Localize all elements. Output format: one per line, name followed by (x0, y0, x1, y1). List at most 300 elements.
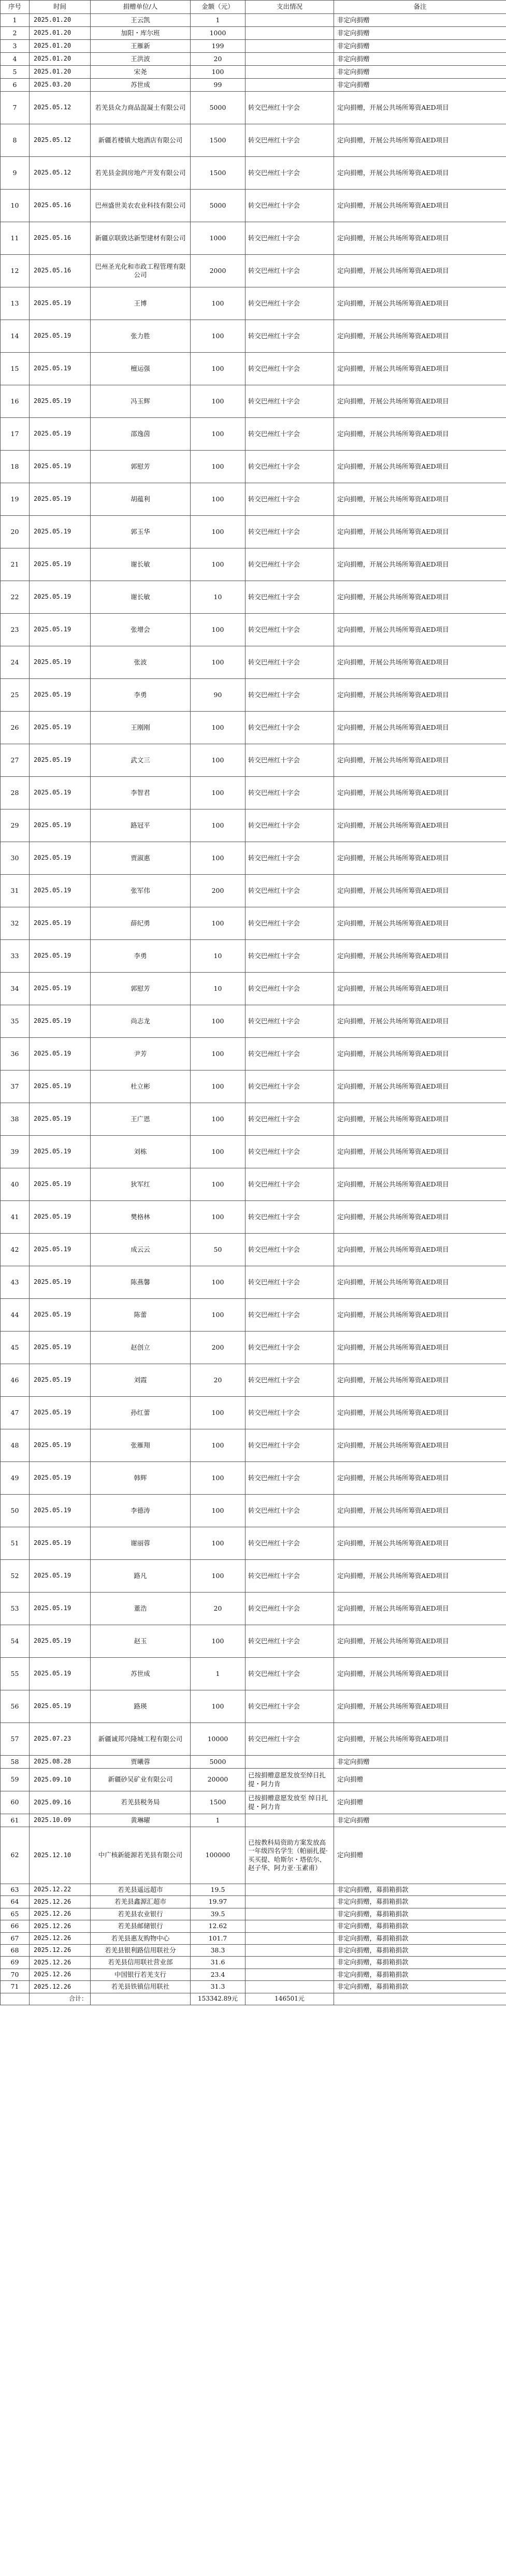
row-expense: 转交巴州红十字会 (245, 483, 334, 516)
row-date: 2025.05.19 (30, 777, 91, 809)
row-amount: 100 (191, 418, 245, 451)
row-expense: 转交巴州红十字会 (245, 1005, 334, 1038)
row-donor: 贾曦蓉 (91, 1756, 191, 1769)
row-date: 2025.05.19 (30, 940, 91, 973)
row-expense: 转交巴州红十字会 (245, 1723, 334, 1756)
row-donor: 赵创立 (91, 1332, 191, 1364)
row-no: 7 (1, 92, 30, 124)
row-no: 55 (1, 1658, 30, 1690)
row-note: 定向捐赠，开展公共场所筹资AED项目 (334, 712, 506, 744)
row-amount: 100 (191, 614, 245, 646)
table-row (1, 1769, 506, 1791)
row-date: 2025.05.16 (30, 222, 91, 255)
row-donor: 谢长敏 (91, 548, 191, 581)
row-amount: 100 (191, 744, 245, 777)
table-row (1, 842, 506, 875)
row-date: 2025.12.26 (30, 1896, 91, 1908)
table-row (1, 1791, 506, 1814)
row-no: 16 (1, 385, 30, 418)
row-expense (245, 1814, 334, 1827)
row-expense (245, 27, 334, 40)
row-donor: 中国银行若羌支行 (91, 1969, 191, 1980)
row-expense (245, 1932, 334, 1944)
row-expense (245, 1896, 334, 1908)
header-date: 时间 (30, 1, 91, 14)
row-note: 非定向捐赠 (334, 79, 506, 92)
table-row (1, 27, 506, 40)
row-date: 2025.05.19 (30, 679, 91, 712)
row-expense (245, 1944, 334, 1956)
row-note: 定向捐赠，开展公共场所筹资AED项目 (334, 1723, 506, 1756)
row-no: 32 (1, 907, 30, 940)
row-donor: 黄琳曜 (91, 1814, 191, 1827)
row-amount: 100 (191, 1397, 245, 1429)
header-donor: 捐赠单位/人 (91, 1, 191, 14)
row-amount: 199 (191, 40, 245, 53)
row-donor: 若羌县金润房地产开发有限公司 (91, 157, 191, 190)
row-expense (245, 1884, 334, 1896)
row-no: 68 (1, 1944, 30, 1956)
header-row (1, 1, 506, 14)
row-no: 43 (1, 1266, 30, 1299)
row-expense: 转交巴州红十字会 (245, 1560, 334, 1593)
row-date: 2025.05.19 (30, 320, 91, 353)
row-no: 10 (1, 190, 30, 222)
table-row (1, 320, 506, 353)
row-note: 定向捐赠，开展公共场所筹资AED项目 (334, 516, 506, 548)
row-amount: 10 (191, 973, 245, 1005)
row-no: 5 (1, 66, 30, 79)
row-no: 65 (1, 1908, 30, 1920)
row-expense (245, 1920, 334, 1932)
row-amount: 10 (191, 581, 245, 614)
row-note: 非定向捐赠 (334, 40, 506, 53)
row-no: 48 (1, 1429, 30, 1462)
row-date: 2025.05.19 (30, 809, 91, 842)
row-amount: 100 (191, 1429, 245, 1462)
table-row (1, 1136, 506, 1168)
header-expense: 支出情况 (245, 1, 334, 14)
row-expense: 转交巴州红十字会 (245, 190, 334, 222)
row-date: 2025.05.19 (30, 907, 91, 940)
row-no: 66 (1, 1920, 30, 1932)
row-donor: 若羌县惠友购物中心 (91, 1932, 191, 1944)
row-no: 8 (1, 124, 30, 157)
row-expense: 转交巴州红十字会 (245, 1364, 334, 1397)
table-row (1, 1658, 506, 1690)
row-donor: 巴州盛世美农农业科技有限公司 (91, 190, 191, 222)
row-expense: 转交巴州红十字会 (245, 451, 334, 483)
row-note: 定向捐赠，开展公共场所筹资AED项目 (334, 875, 506, 907)
row-no: 63 (1, 1884, 30, 1896)
row-expense (245, 79, 334, 92)
row-date: 2025.07.23 (30, 1723, 91, 1756)
row-expense: 转交巴州红十字会 (245, 124, 334, 157)
row-date: 2025.05.19 (30, 451, 91, 483)
row-no: 57 (1, 1723, 30, 1756)
row-no: 64 (1, 1896, 30, 1908)
row-expense: 转交巴州红十字会 (245, 516, 334, 548)
row-expense: 转交巴州红十字会 (245, 1201, 334, 1234)
row-expense (245, 1957, 334, 1969)
row-note: 定向捐赠，开展公共场所筹资AED项目 (334, 1625, 506, 1658)
row-amount: 100 (191, 1299, 245, 1332)
row-no: 71 (1, 1981, 30, 1993)
row-note: 定向捐赠，开展公共场所筹资AED项目 (334, 451, 506, 483)
row-amount: 100 (191, 712, 245, 744)
row-no: 38 (1, 1103, 30, 1136)
row-amount: 100 (191, 1070, 245, 1103)
row-amount: 100 (191, 1038, 245, 1070)
row-expense: 转交巴州红十字会 (245, 646, 334, 679)
row-note: 定向捐赠，开展公共场所筹资AED项目 (334, 1658, 506, 1690)
row-date: 2025.05.19 (30, 1299, 91, 1332)
table-row (1, 1332, 506, 1364)
row-expense: 转交巴州红十字会 (245, 1625, 334, 1658)
row-expense: 转交巴州红十字会 (245, 1070, 334, 1103)
row-note: 定向捐赠，开展公共场所筹资AED项目 (334, 320, 506, 353)
row-expense: 转交巴州红十字会 (245, 1658, 334, 1690)
row-expense: 已按捐赠意愿发放至 绰日扎提・阿力肯 (245, 1791, 334, 1814)
row-date: 2025.05.19 (30, 1462, 91, 1495)
table-row (1, 1944, 506, 1956)
row-no: 24 (1, 646, 30, 679)
table-row (1, 40, 506, 53)
row-note: 定向捐赠，开展公共场所筹资AED项目 (334, 581, 506, 614)
row-donor: 孙红蕾 (91, 1397, 191, 1429)
table-row (1, 1908, 506, 1920)
row-note: 定向捐赠 (334, 1827, 506, 1884)
row-no: 3 (1, 40, 30, 53)
row-expense: 转交巴州红十字会 (245, 1593, 334, 1625)
row-no: 27 (1, 744, 30, 777)
row-expense: 转交巴州红十字会 (245, 157, 334, 190)
row-note: 非定向捐赠，募捐箱捐款 (334, 1896, 506, 1908)
row-no: 52 (1, 1560, 30, 1593)
row-amount: 100 (191, 1560, 245, 1593)
row-donor: 邵逸茵 (91, 418, 191, 451)
table-row (1, 516, 506, 548)
row-date: 2025.09.10 (30, 1769, 91, 1791)
row-date: 2025.05.19 (30, 287, 91, 320)
total-row (1, 1993, 506, 2005)
row-amount: 100 (191, 1103, 245, 1136)
row-note: 定向捐赠，开展公共场所筹资AED项目 (334, 255, 506, 287)
row-no: 33 (1, 940, 30, 973)
row-expense: 转交巴州红十字会 (245, 1397, 334, 1429)
row-expense: 转交巴州红十字会 (245, 581, 334, 614)
row-date: 2025.05.19 (30, 1136, 91, 1168)
row-donor: 郭慰芳 (91, 451, 191, 483)
row-donor: 赵玉 (91, 1625, 191, 1658)
row-no: 26 (1, 712, 30, 744)
row-note: 非定向捐赠，募捐箱捐款 (334, 1932, 506, 1944)
total-note-spacer (334, 1993, 506, 2005)
row-donor: 韩辉 (91, 1462, 191, 1495)
row-note: 定向捐赠，开展公共场所筹资AED项目 (334, 483, 506, 516)
table-row (1, 940, 506, 973)
row-note: 定向捐赠，开展公共场所筹资AED项目 (334, 809, 506, 842)
row-expense: 转交巴州红十字会 (245, 1103, 334, 1136)
row-note: 定向捐赠，开展公共场所筹资AED项目 (334, 1593, 506, 1625)
row-donor: 张军伟 (91, 875, 191, 907)
row-date: 2025.05.19 (30, 1201, 91, 1234)
row-amount: 20 (191, 53, 245, 66)
row-expense: 转交巴州红十字会 (245, 255, 334, 287)
row-note: 定向捐赠，开展公共场所筹资AED项目 (334, 744, 506, 777)
row-expense: 转交巴州红十字会 (245, 1527, 334, 1560)
row-note: 定向捐赠，开展公共场所筹资AED项目 (334, 1234, 506, 1266)
row-note: 定向捐赠，开展公共场所筹资AED项目 (334, 287, 506, 320)
row-date: 2025.05.12 (30, 92, 91, 124)
table-row (1, 581, 506, 614)
row-note: 非定向捐赠 (334, 66, 506, 79)
row-donor: 陈燕馨 (91, 1266, 191, 1299)
row-donor: 张力胜 (91, 320, 191, 353)
row-donor: 王广恩 (91, 1103, 191, 1136)
row-note: 定向捐赠，开展公共场所筹资AED项目 (334, 1462, 506, 1495)
row-date: 2025.05.19 (30, 1593, 91, 1625)
row-note: 定向捐赠，开展公共场所筹资AED项目 (334, 124, 506, 157)
table-row (1, 1625, 506, 1658)
table-row (1, 1560, 506, 1593)
row-date: 2025.08.28 (30, 1756, 91, 1769)
row-amount: 38.3 (191, 1944, 245, 1956)
row-amount: 31.3 (191, 1981, 245, 1993)
table-row (1, 53, 506, 66)
row-date: 2025.05.12 (30, 157, 91, 190)
row-note: 定向捐赠 (334, 1791, 506, 1814)
row-expense: 转交巴州红十字会 (245, 1299, 334, 1332)
row-note: 定向捐赠，开展公共场所筹资AED项目 (334, 777, 506, 809)
row-donor: 谢丽蓉 (91, 1527, 191, 1560)
row-amount: 100 (191, 1462, 245, 1495)
row-donor: 冯玉辉 (91, 385, 191, 418)
table-row (1, 1814, 506, 1827)
row-amount: 31.6 (191, 1957, 245, 1969)
total-expense: 146501元 (245, 1993, 334, 2005)
row-amount: 100 (191, 1005, 245, 1038)
row-amount: 99 (191, 79, 245, 92)
row-note: 定向捐赠，开展公共场所筹资AED项目 (334, 385, 506, 418)
row-no: 37 (1, 1070, 30, 1103)
row-no: 9 (1, 157, 30, 190)
row-no: 19 (1, 483, 30, 516)
row-donor: 若羌县鑫源汇超市 (91, 1896, 191, 1908)
row-note: 非定向捐赠，募捐箱捐款 (334, 1969, 506, 1980)
row-note: 非定向捐赠 (334, 14, 506, 27)
row-expense: 转交巴州红十字会 (245, 1168, 334, 1201)
row-date: 2025.01.20 (30, 14, 91, 27)
row-no: 58 (1, 1756, 30, 1769)
row-donor: 张增会 (91, 614, 191, 646)
row-no: 14 (1, 320, 30, 353)
row-note: 定向捐赠，开展公共场所筹资AED项目 (334, 190, 506, 222)
table-row (1, 353, 506, 385)
table-row (1, 157, 506, 190)
row-note: 非定向捐赠，募捐箱捐款 (334, 1884, 506, 1896)
header-note: 备注 (334, 1, 506, 14)
row-expense: 转交巴州红十字会 (245, 320, 334, 353)
table-row (1, 483, 506, 516)
row-no: 35 (1, 1005, 30, 1038)
row-donor: 武文三 (91, 744, 191, 777)
row-no: 22 (1, 581, 30, 614)
row-amount: 20 (191, 1364, 245, 1397)
row-no: 25 (1, 679, 30, 712)
row-date: 2025.12.26 (30, 1920, 91, 1932)
row-expense (245, 1756, 334, 1769)
row-donor: 宋尧 (91, 66, 191, 79)
row-note: 定向捐赠，开展公共场所筹资AED项目 (334, 92, 506, 124)
row-date: 2025.05.19 (30, 1168, 91, 1201)
table-body (1, 14, 506, 1993)
row-amount: 1000 (191, 27, 245, 40)
row-no: 2 (1, 27, 30, 40)
table-row (1, 385, 506, 418)
table-row (1, 973, 506, 1005)
row-amount: 1000 (191, 222, 245, 255)
row-date: 2025.05.19 (30, 1103, 91, 1136)
table-row (1, 1168, 506, 1201)
row-expense: 转交巴州红十字会 (245, 1495, 334, 1527)
row-donor: 苏世成 (91, 79, 191, 92)
row-date: 2025.05.19 (30, 1070, 91, 1103)
row-note: 非定向捐赠，募捐箱捐款 (334, 1957, 506, 1969)
table-row (1, 14, 506, 27)
row-donor: 李智君 (91, 777, 191, 809)
row-note: 定向捐赠，开展公共场所筹资AED项目 (334, 353, 506, 385)
row-amount: 100 (191, 809, 245, 842)
row-no: 15 (1, 353, 30, 385)
row-date: 2025.10.09 (30, 1814, 91, 1827)
row-expense: 转交巴州红十字会 (245, 418, 334, 451)
row-note: 非定向捐赠，募捐箱捐款 (334, 1908, 506, 1920)
row-donor: 贾淑惠 (91, 842, 191, 875)
row-amount: 1500 (191, 1791, 245, 1814)
row-amount: 1 (191, 1658, 245, 1690)
row-note: 非定向捐赠 (334, 1756, 506, 1769)
row-expense: 转交巴州红十字会 (245, 907, 334, 940)
table-row (1, 1070, 506, 1103)
row-note: 定向捐赠，开展公共场所筹资AED项目 (334, 940, 506, 973)
table-row (1, 548, 506, 581)
row-note: 非定向捐赠，募捐箱捐款 (334, 1920, 506, 1932)
row-amount: 19.97 (191, 1896, 245, 1908)
row-donor: 若羌县遥远超市 (91, 1884, 191, 1896)
row-no: 62 (1, 1827, 30, 1884)
table-row (1, 79, 506, 92)
row-expense: 转交巴州红十字会 (245, 1690, 334, 1723)
row-date: 2025.05.19 (30, 744, 91, 777)
row-expense: 转交巴州红十字会 (245, 1038, 334, 1070)
row-no: 30 (1, 842, 30, 875)
row-donor: 王博 (91, 287, 191, 320)
row-date: 2025.05.12 (30, 124, 91, 157)
row-note: 定向捐赠，开展公共场所筹资AED项目 (334, 614, 506, 646)
row-no: 61 (1, 1814, 30, 1827)
row-date: 2025.01.20 (30, 40, 91, 53)
row-amount: 100 (191, 320, 245, 353)
row-no: 23 (1, 614, 30, 646)
row-date: 2025.05.19 (30, 581, 91, 614)
row-note: 非定向捐赠 (334, 53, 506, 66)
row-amount: 100000 (191, 1827, 245, 1884)
row-date: 2025.01.20 (30, 53, 91, 66)
table-row (1, 1932, 506, 1944)
row-donor: 杜立彬 (91, 1070, 191, 1103)
row-amount: 100 (191, 1625, 245, 1658)
table-row (1, 255, 506, 287)
row-expense: 转交巴州红十字会 (245, 1332, 334, 1364)
row-no: 6 (1, 79, 30, 92)
row-date: 2025.12.26 (30, 1908, 91, 1920)
table-row (1, 1495, 506, 1527)
row-donor: 李勇 (91, 679, 191, 712)
table-row (1, 1969, 506, 1980)
row-donor: 陈蕾 (91, 1299, 191, 1332)
row-expense: 转交巴州红十字会 (245, 1266, 334, 1299)
row-date: 2025.01.20 (30, 27, 91, 40)
row-expense (245, 40, 334, 53)
row-date: 2025.12.26 (30, 1957, 91, 1969)
table-row (1, 679, 506, 712)
table-row (1, 712, 506, 744)
row-no: 69 (1, 1957, 30, 1969)
row-date: 2025.05.19 (30, 1332, 91, 1364)
row-note: 定向捐赠，开展公共场所筹资AED项目 (334, 646, 506, 679)
table-row (1, 1723, 506, 1756)
row-date: 2025.05.19 (30, 1364, 91, 1397)
row-donor: 尹芳 (91, 1038, 191, 1070)
row-note: 定向捐赠，开展公共场所筹资AED项目 (334, 1005, 506, 1038)
row-donor: 王云凯 (91, 14, 191, 27)
row-no: 36 (1, 1038, 30, 1070)
table-row (1, 92, 506, 124)
table-row (1, 1896, 506, 1908)
row-note: 定向捐赠，开展公共场所筹资AED项目 (334, 1397, 506, 1429)
row-note: 定向捐赠，开展公共场所筹资AED项目 (334, 1201, 506, 1234)
row-amount: 2000 (191, 255, 245, 287)
total-amount: 153342.89元 (191, 1993, 245, 2005)
row-donor: 王洪波 (91, 53, 191, 66)
row-date: 2025.05.19 (30, 1560, 91, 1593)
row-donor: 中广核新能源若羌县有限公司 (91, 1827, 191, 1884)
row-donor: 苏世成 (91, 1658, 191, 1690)
row-no: 34 (1, 973, 30, 1005)
table-row (1, 1981, 506, 1993)
row-no: 20 (1, 516, 30, 548)
table-row (1, 1005, 506, 1038)
row-donor: 加阳・库尔班 (91, 27, 191, 40)
row-donor: 路凡 (91, 1560, 191, 1593)
row-date: 2025.05.19 (30, 614, 91, 646)
row-no: 45 (1, 1332, 30, 1364)
row-no: 12 (1, 255, 30, 287)
row-amount: 100 (191, 1690, 245, 1723)
row-date: 2025.05.19 (30, 1429, 91, 1462)
table-row (1, 190, 506, 222)
row-note: 定向捐赠，开展公共场所筹资AED项目 (334, 1070, 506, 1103)
row-donor: 李德涛 (91, 1495, 191, 1527)
table-row (1, 66, 506, 79)
row-donor: 王雁新 (91, 40, 191, 53)
table-row (1, 1201, 506, 1234)
row-amount: 50 (191, 1234, 245, 1266)
row-no: 39 (1, 1136, 30, 1168)
row-donor: 巴州圣光化和市政工程管理有限公司 (91, 255, 191, 287)
row-expense: 转交巴州红十字会 (245, 809, 334, 842)
